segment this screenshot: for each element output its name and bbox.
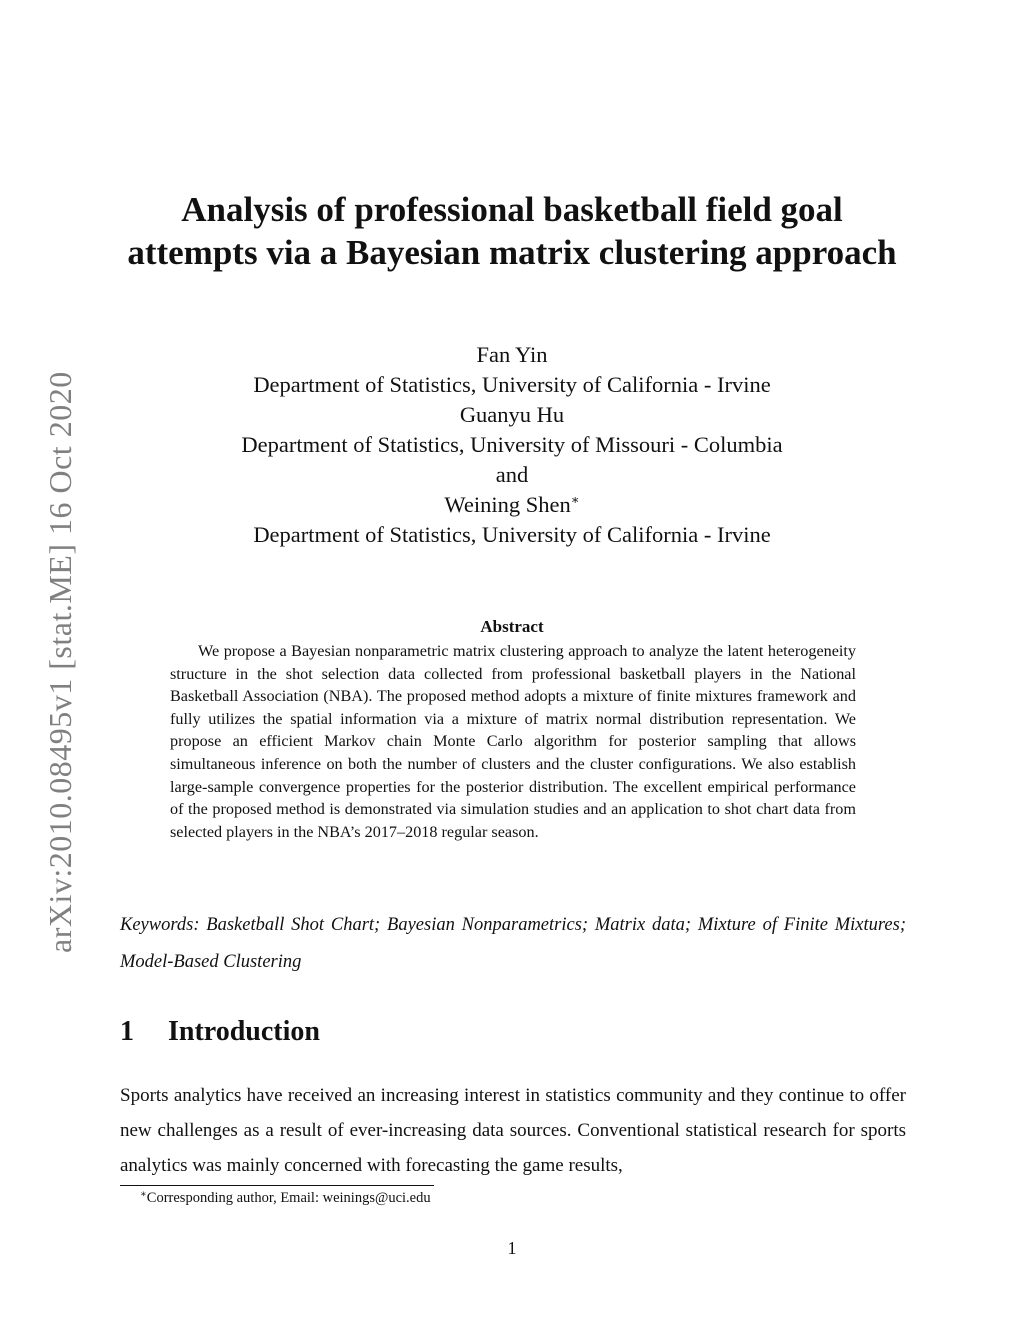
author-block (120, 340, 904, 550)
abstract-heading: Abstract (480, 617, 544, 636)
author-affiliation: Department of Statistics, University of California - Irvine (253, 522, 771, 547)
footnote-text: Corresponding author, Email: weinings@uci.edu (146, 1190, 431, 1206)
page-number: 1 (507, 1238, 517, 1258)
intro-paragraph: Sports analytics have received an increasing interest in statistics community and they continue to offer new challenges as a result of ever-increasing data sources. Conventional statistical research for sports analytics was mainly concerned with forecasting the game results, (120, 1085, 906, 1176)
footnote-divider (120, 1185, 434, 1186)
arxiv-identifier: arXiv:2010.08495v1 [stat.ME] 16 Oct 2020 (42, 371, 78, 953)
author-affiliation: Department of Statistics, University of California - Irvine (253, 372, 771, 397)
author-name: Weining Shen (444, 492, 571, 517)
author-name: Fan Yin (476, 342, 548, 367)
corresponding-author (120, 490, 904, 520)
section-title: Introduction (168, 1016, 320, 1047)
author-affiliation: Department of Statistics, University of Missouri - Columbia (241, 432, 783, 457)
corresponding-author-mark: ∗ (570, 492, 580, 507)
keywords: Keywords: Basketball Shot Chart; Bayesian Nonparametrics; Matrix data; Mixture of Finite Mixtures; Model-Based Clustering (120, 915, 906, 972)
author-name: Guanyu Hu (459, 402, 565, 427)
section-number: 1 (120, 1016, 134, 1047)
section-heading (120, 1016, 320, 1048)
footnote (140, 1190, 431, 1207)
author-conjunction: and (495, 462, 529, 487)
footnote-mark: ∗ (140, 1189, 147, 1200)
abstract-text: We propose a Bayesian nonparametric matrix clustering approach to analyze the latent heterogeneity structure in the shot selection data collected from professional basketball players in the National Basketball Association (NBA). The proposed method adopts a mixture of finite mixtures framework and fully utilizes the spatial information via a mixture of matrix normal distribution representation. We propose an efficient Markov chain Monte Carlo algorithm for posterior sampling that allows simultaneous inference on both the number of clusters and the cluster configurations. We also establish large-sample convergence properties for the posterior distribution. The excellent empirical performance of the proposed method is demonstrated via simulation studies and an application to shot chart data from selected players in the NBA’s 2017–2018 regular season. (170, 642, 856, 841)
paper-title: Analysis of professional basketball field goal attempts via a Bayesian matrix clustering approach (127, 190, 897, 272)
